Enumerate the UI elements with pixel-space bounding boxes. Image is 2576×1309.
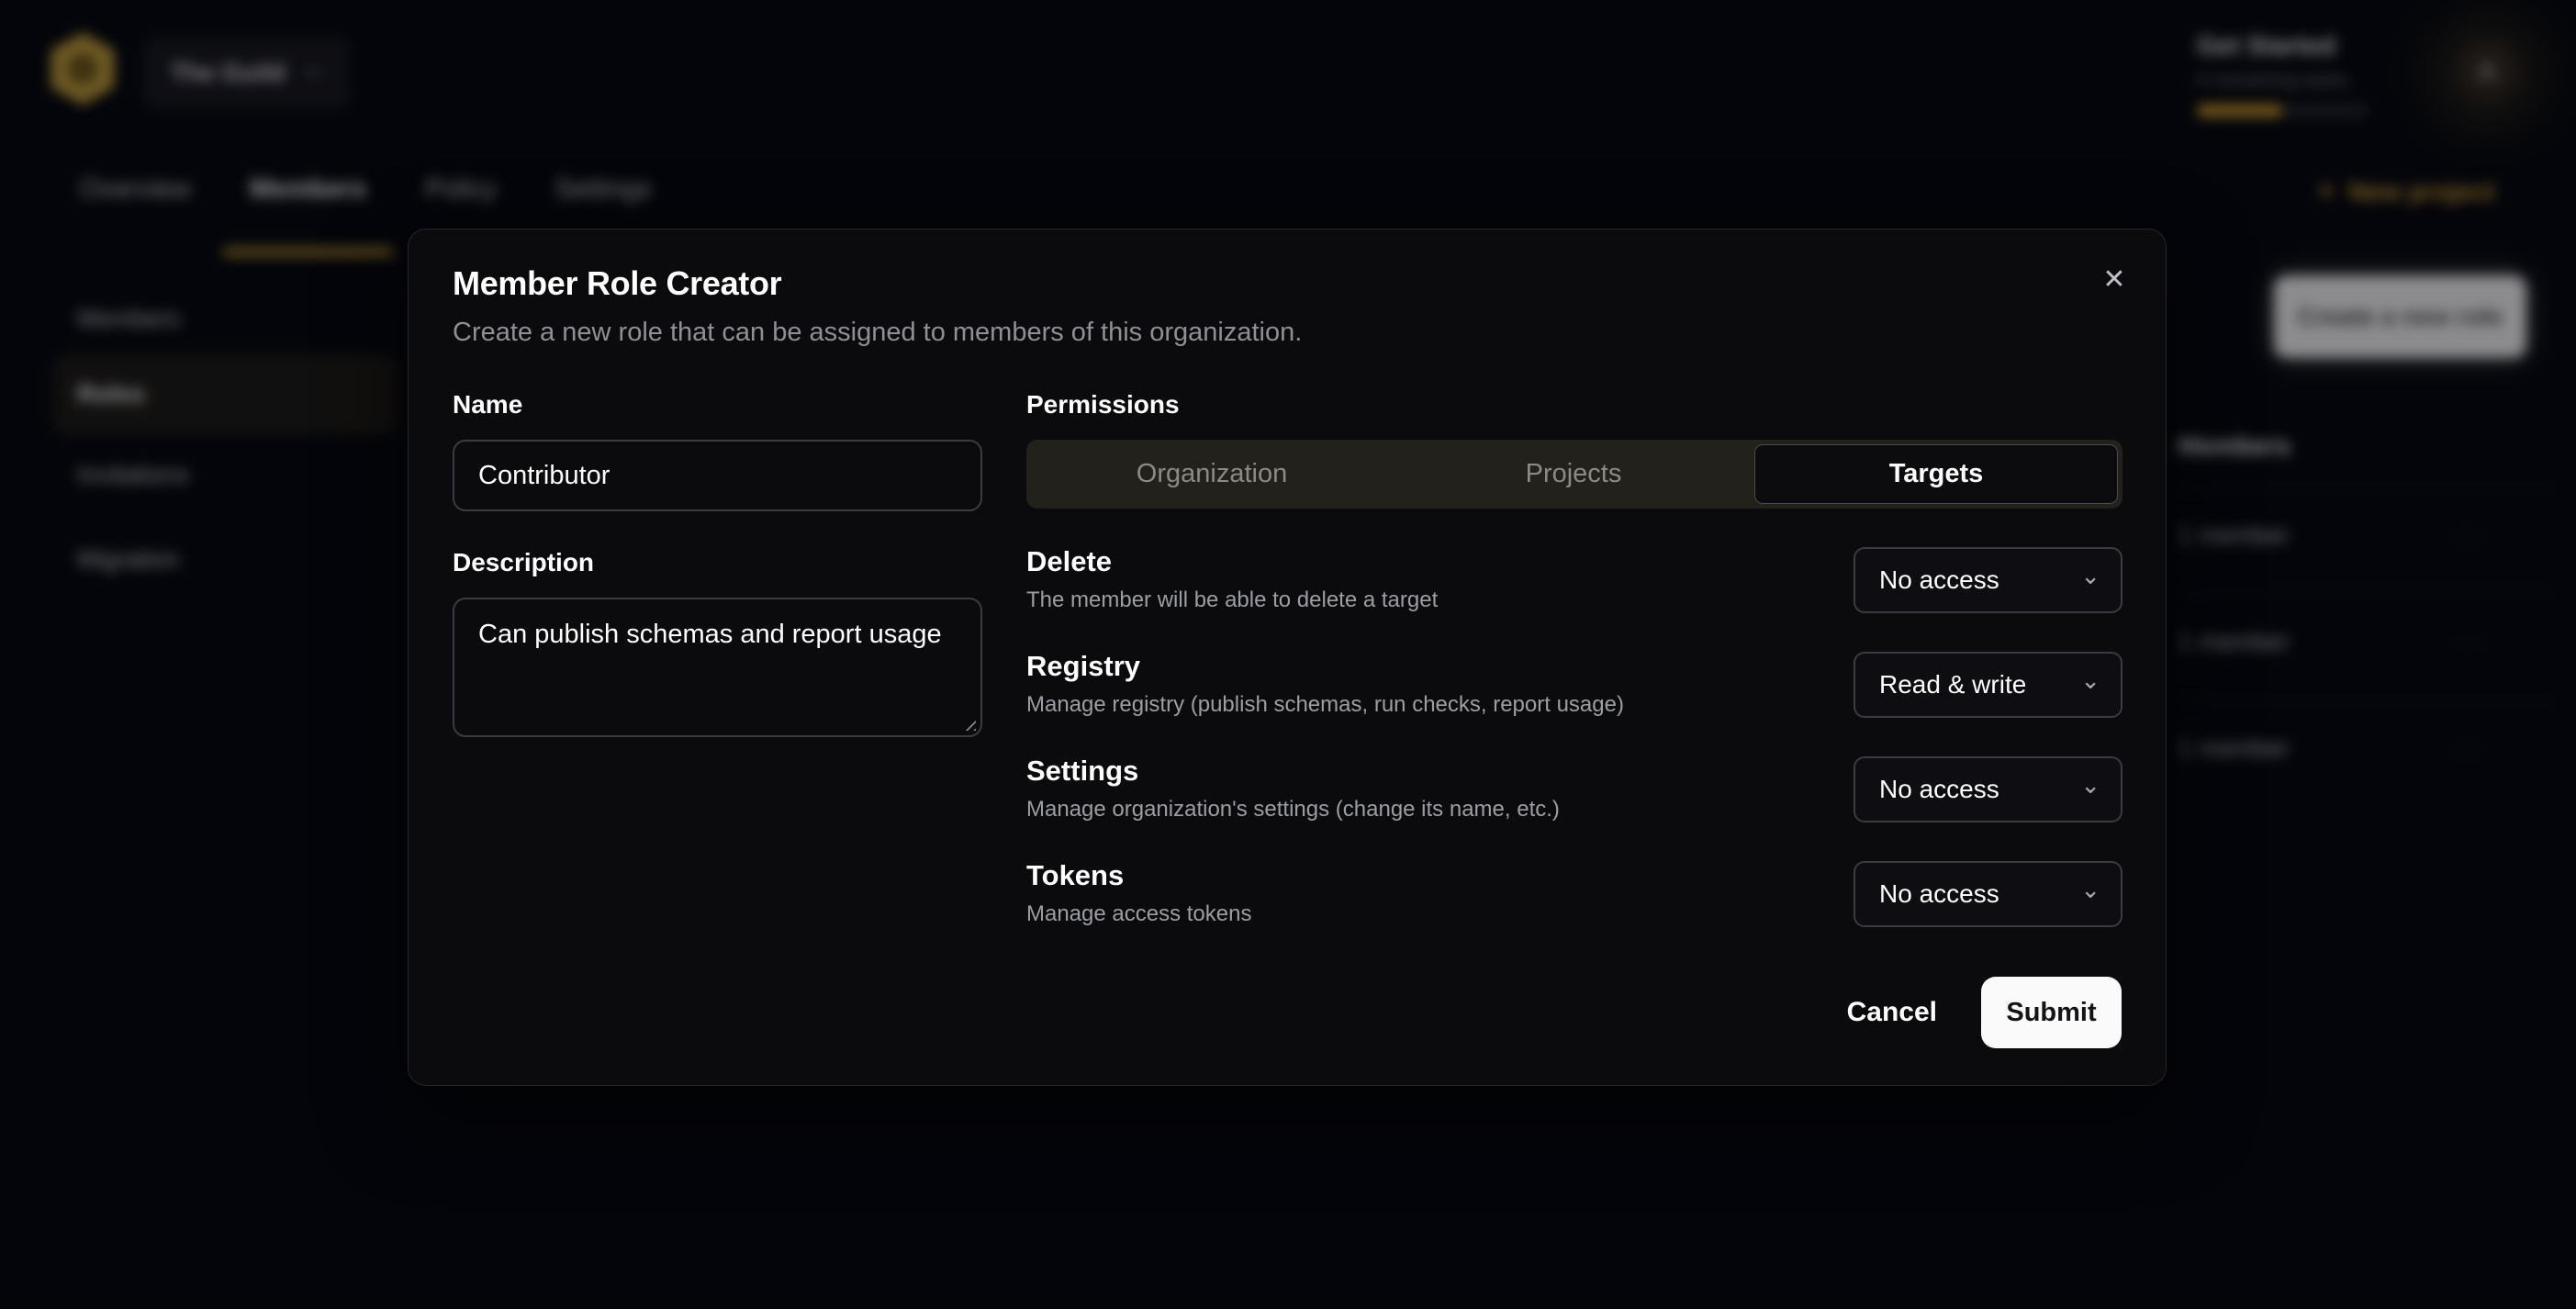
org-name: The Guild: [171, 58, 286, 86]
perm-description: The member will be able to delete a target: [1026, 587, 1439, 612]
tab-settings[interactable]: Settings: [554, 174, 652, 204]
plus-icon: +: [2318, 176, 2335, 207]
sidebar-item-migration[interactable]: Migration: [77, 545, 180, 573]
registry-access-select[interactable]: [1854, 652, 2122, 718]
permission-row-registry: [1026, 650, 2122, 718]
settings-access-select[interactable]: [1854, 756, 2122, 822]
get-started-title: Get Started: [2197, 31, 2335, 60]
perm-tab-organization[interactable]: Organization: [1136, 459, 1288, 488]
permission-row-tokens: [1026, 859, 2122, 927]
close-icon[interactable]: ✕: [2102, 263, 2126, 295]
perm-title: Delete: [1026, 545, 1113, 577]
perm-tab-projects[interactable]: Projects: [1525, 459, 1622, 488]
new-project-label: New project: [2348, 177, 2495, 206]
sidebar-item-members[interactable]: Members: [77, 305, 181, 332]
name-input[interactable]: [453, 440, 982, 511]
permissions-label: Permissions: [1026, 390, 1180, 419]
select-value: No access: [1879, 775, 1999, 803]
role-row-members: 1 member: [2178, 734, 2290, 762]
dialog-subtitle: Create a new role that can be assigned to members of this organization.: [453, 318, 1303, 347]
chevron-down-icon: ⌄: [2080, 562, 2100, 589]
select-value: No access: [1879, 565, 1999, 594]
description-textarea[interactable]: [453, 598, 982, 737]
perm-title: Tokens: [1026, 859, 1125, 891]
tokens-access-select[interactable]: [1854, 861, 2122, 927]
name-label: Name: [453, 390, 523, 419]
perm-description: Manage organization's settings (change its name, etc.): [1026, 797, 1560, 822]
chevron-down-icon: ⌄: [303, 56, 322, 81]
chevron-down-icon: ⌄: [2080, 876, 2100, 903]
member-role-creator-dialog: [408, 229, 2167, 1086]
sidebar-item-roles-label: Roles: [77, 380, 145, 408]
description-label: Description: [453, 548, 595, 576]
perm-description: Manage registry (publish schemas, run checks, report usage): [1026, 692, 1624, 717]
permission-row-delete: [1026, 545, 2122, 613]
role-row-menu-icon[interactable]: ···: [2454, 628, 2487, 655]
permissions-tab-group: [1026, 440, 2122, 509]
select-value: Read & write: [1879, 670, 2027, 699]
dialog-title: Member Role Creator: [453, 264, 782, 302]
tab-policy[interactable]: Policy: [425, 174, 497, 204]
submit-button[interactable]: Submit: [1981, 977, 2122, 1048]
chevron-down-icon: ⌄: [2080, 666, 2100, 694]
dialog-footer: [1847, 977, 2122, 1048]
permission-row-settings: [1026, 755, 2122, 822]
role-row-members: 1 member: [2178, 521, 2290, 549]
perm-description: Manage access tokens: [1026, 901, 1252, 926]
perm-title: Registry: [1026, 650, 1141, 682]
members-column-header: Members: [2178, 431, 2290, 460]
chevron-down-icon: ⌄: [2080, 771, 2100, 799]
create-new-role-button[interactable]: Create a new role: [2274, 275, 2526, 358]
perm-title: Settings: [1026, 755, 1139, 787]
role-row-members: 1 member: [2178, 628, 2290, 655]
sidebar-item-invitations[interactable]: Invitations: [77, 461, 189, 488]
select-value: No access: [1879, 879, 1999, 908]
delete-access-select[interactable]: [1854, 547, 2122, 613]
role-row-menu-icon[interactable]: ···: [2454, 521, 2487, 549]
get-started-subtitle: 4 remaining tasks: [2197, 70, 2348, 91]
tab-overview[interactable]: Overview: [80, 174, 191, 204]
role-row-menu-icon[interactable]: ···: [2454, 734, 2487, 762]
perm-tab-targets[interactable]: Targets: [1754, 444, 2118, 504]
tab-members[interactable]: Members: [250, 174, 366, 214]
avatar-letter: A: [2477, 57, 2496, 87]
cancel-button[interactable]: Cancel: [1846, 997, 1937, 1027]
